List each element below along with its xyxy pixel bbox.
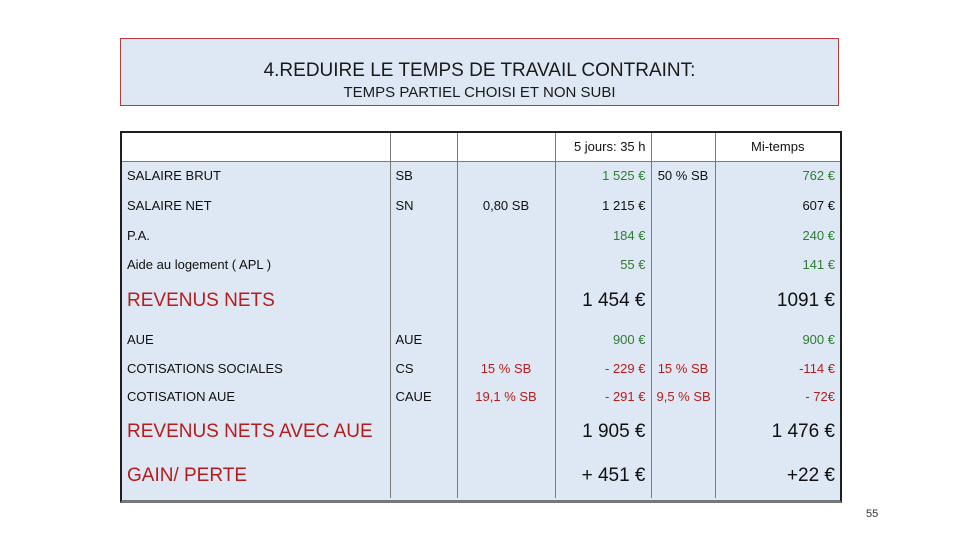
rate-half-time: [651, 410, 715, 454]
row-code: [390, 410, 457, 454]
amount-full-time: - 291 €: [555, 382, 651, 410]
rate-full-time: [457, 324, 555, 354]
header-row: [122, 133, 840, 161]
table-row: [122, 220, 840, 250]
amount-half-time: 141 €: [715, 250, 840, 278]
row-code: [390, 250, 457, 278]
rate-half-time: [651, 324, 715, 354]
amount-half-time: +22 €: [715, 454, 840, 498]
rate-full-time: [457, 410, 555, 454]
row-label: REVENUS NETS: [127, 290, 275, 311]
header-empty: [122, 133, 390, 161]
rate-full-time: 15 % SB: [457, 354, 555, 382]
rate-full-time: [457, 250, 555, 278]
row-code: CAUE: [390, 382, 457, 410]
amount-full-time: + 451 €: [555, 454, 651, 498]
amount-full-time: 1 454 €: [555, 278, 651, 324]
title-box: [120, 38, 839, 106]
row-label: AUE: [127, 331, 154, 347]
comparison-table: [120, 131, 842, 503]
row-label: COTISATION AUE: [127, 388, 236, 404]
table-row: [122, 354, 840, 382]
slide-title: 4.REDUIRE LE TEMPS DE TRAVAIL CONTRAINT:: [263, 60, 696, 81]
page-number: 55: [866, 508, 879, 520]
header-full-time: 5 jours: 35 h: [555, 133, 651, 161]
amount-full-time: 184 €: [555, 220, 651, 250]
row-label: SALAIRE BRUT: [127, 168, 221, 184]
rate-half-time: [651, 250, 715, 278]
header-empty: [390, 133, 457, 161]
amount-full-time: 900 €: [555, 324, 651, 354]
row-label: COTISATIONS SOCIALES: [127, 360, 283, 376]
header-empty: [457, 133, 555, 161]
rate-full-time: [457, 278, 555, 324]
row-code: [390, 278, 457, 324]
amount-half-time: 1 476 €: [715, 410, 840, 454]
amount-full-time: 1 905 €: [555, 410, 651, 454]
rate-half-time: [651, 190, 715, 220]
amount-half-time: 607 €: [715, 190, 840, 220]
table-row: [122, 161, 840, 190]
row-label: GAIN/ PERTE: [127, 465, 248, 486]
row-label: Aide au logement ( APL ): [127, 256, 272, 272]
table-row: [122, 454, 840, 498]
row-code: [390, 454, 457, 498]
header-half-time: Mi-temps: [715, 133, 840, 161]
row-label: SALAIRE NET: [127, 197, 212, 213]
amount-half-time: -114 €: [715, 354, 840, 382]
row-code: [390, 220, 457, 250]
row-code: SN: [390, 190, 457, 220]
table-row: [122, 382, 840, 410]
slide-subtitle: TEMPS PARTIEL CHOISI ET NON SUBI: [343, 84, 616, 101]
row-label: P.A.: [127, 227, 150, 243]
row-label: REVENUS NETS AVEC AUE: [127, 421, 373, 442]
amount-full-time: - 229 €: [555, 354, 651, 382]
rate-full-time: [457, 161, 555, 190]
table-row: [122, 410, 840, 454]
rate-full-time: 19,1 % SB: [457, 382, 555, 410]
table-row: [122, 250, 840, 278]
rate-full-time: [457, 454, 555, 498]
row-code: CS: [390, 354, 457, 382]
table-row: [122, 278, 840, 324]
rate-full-time: [457, 220, 555, 250]
table-row: [122, 190, 840, 220]
amount-half-time: 900 €: [715, 324, 840, 354]
rate-half-time: [651, 220, 715, 250]
row-code: SB: [390, 161, 457, 190]
amount-full-time: 55 €: [555, 250, 651, 278]
rate-half-time: 50 % SB: [651, 161, 715, 190]
amount-full-time: 1 215 €: [555, 190, 651, 220]
amount-half-time: 1091 €: [715, 278, 840, 324]
amount-full-time: 1 525 €: [555, 161, 651, 190]
header-empty: [651, 133, 715, 161]
rate-half-time: [651, 454, 715, 498]
table-row: [122, 324, 840, 354]
rate-half-time: [651, 278, 715, 324]
row-code: AUE: [390, 324, 457, 354]
rate-half-time: 9,5 % SB: [651, 382, 715, 410]
rate-half-time: 15 % SB: [651, 354, 715, 382]
amount-half-time: 762 €: [715, 161, 840, 190]
amount-half-time: - 72€: [715, 382, 840, 410]
rate-full-time: 0,80 SB: [457, 190, 555, 220]
amount-half-time: 240 €: [715, 220, 840, 250]
